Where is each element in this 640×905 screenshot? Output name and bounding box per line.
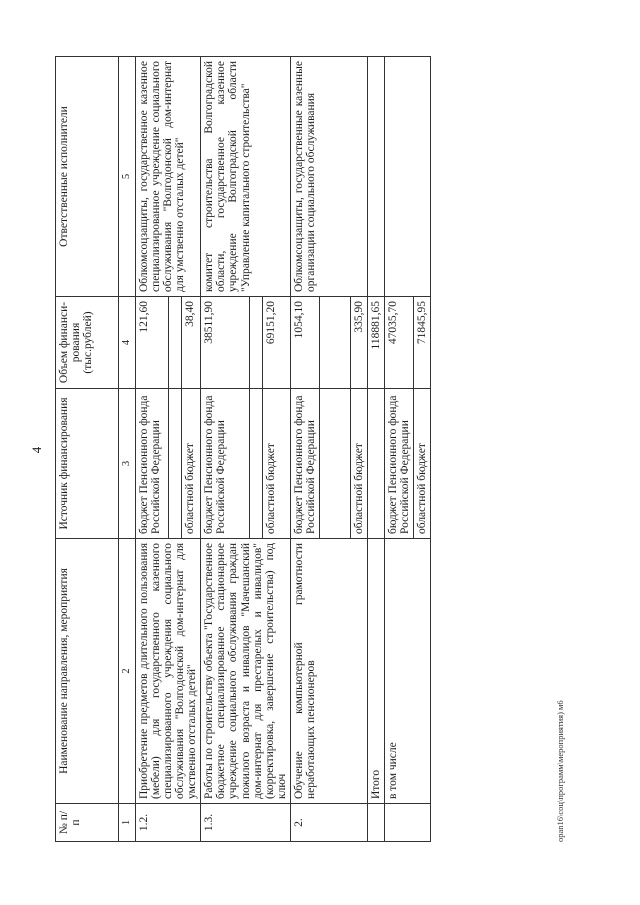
row-source: бюджет Пенсионного фонда Российской Федерации <box>136 389 169 539</box>
row-amount: 38,40 <box>181 297 200 389</box>
column-number: 4 <box>119 297 136 389</box>
column-number-row <box>119 57 136 842</box>
row-direction: Обучение компьютерной грамотности неработающих пенсионеров <box>290 539 367 804</box>
column-number: 2 <box>119 539 136 804</box>
spacer <box>168 297 181 389</box>
spacer <box>168 389 181 539</box>
rotated-page <box>25 40 570 860</box>
header-amount: Объем финанси-рования (тыс.рублей) <box>56 297 119 389</box>
column-number: 1 <box>119 804 136 842</box>
including-source: бюджет Пенсионного фонда Российской Федерации <box>385 389 414 539</box>
row-source: областной бюджет <box>181 389 200 539</box>
row-source: областной бюджет <box>350 389 367 539</box>
including-executor-empty <box>385 57 431 297</box>
row-executor: Облкомсоцзащиты, государственные казенные организации социального обслуживания <box>290 57 367 297</box>
row-executor: комитет строительства Волгоградской области, государственное казенное учреждение Волгоградской области "Управление капитального строительства" <box>201 57 290 297</box>
total-row <box>367 57 384 842</box>
spacer <box>319 297 350 389</box>
including-num-empty <box>385 804 431 842</box>
including-amount: 47035,70 <box>385 297 414 389</box>
header-source: Источник финансирования <box>56 389 119 539</box>
row-amount: 38511,90 <box>201 297 249 389</box>
row-number: 2. <box>290 804 367 842</box>
file-path-footer: ораn16\соц\программ\мероприятия) м6 <box>555 700 565 842</box>
total-executor-empty <box>367 57 384 297</box>
including-row <box>385 57 414 842</box>
total-num-empty <box>367 804 384 842</box>
row-amount: 335,90 <box>350 297 367 389</box>
row-source: бюджет Пенсионного фонда Российской Федерации <box>290 389 319 539</box>
column-number: 3 <box>119 389 136 539</box>
including-label: в том числе <box>385 539 431 804</box>
spacer <box>249 297 262 389</box>
row-amount: 121,60 <box>136 297 169 389</box>
table-row <box>136 57 169 842</box>
total-source-empty <box>367 389 384 539</box>
table-row <box>290 57 319 842</box>
header-executor: Ответственные исполнители <box>56 57 119 297</box>
row-direction: Работы по строительству объекта "Государственное бюджетное специализированное стационарное учреждение социального обслуживания граждан пожилого возраста и инвалидов "Мачешанский дом-интернат для престарелых и инвалидов" (корректировка, завершение строительства) под ключ <box>201 539 290 804</box>
row-number: 1.3. <box>201 804 290 842</box>
total-label: Итого <box>367 539 384 804</box>
row-executor: Облкомсоцзащиты, государственное казенное специализированное учреждение социального обслуживания "Волгодонской дом-интернат для умственно отсталых детей" <box>136 57 201 297</box>
header-direction: Наименование направления, мероприятия <box>56 539 119 804</box>
header-row <box>56 57 119 842</box>
including-source: областной бюджет <box>414 389 431 539</box>
spacer <box>319 389 350 539</box>
row-number: 1.2. <box>136 804 201 842</box>
table-row <box>201 57 249 842</box>
row-source: бюджет Пенсионного фонда Российской Федерации <box>201 389 249 539</box>
program-table <box>55 56 431 842</box>
including-amount: 71845,95 <box>414 297 431 389</box>
column-number: 5 <box>119 57 136 297</box>
header-num: № п/п <box>56 804 119 842</box>
row-amount: 69151,20 <box>262 297 290 389</box>
page-number: 4 <box>29 446 44 454</box>
row-direction: Приобретение предметов длительного пользования (мебели) для государственного казенного специализированного учреждения социального обслуживания "Волгодонской дом-интернат для умственно отсталых детей" <box>136 539 201 804</box>
spacer <box>249 389 262 539</box>
row-amount: 1054,10 <box>290 297 319 389</box>
row-source: областной бюджет <box>262 389 290 539</box>
total-amount: 118881,65 <box>367 297 384 389</box>
